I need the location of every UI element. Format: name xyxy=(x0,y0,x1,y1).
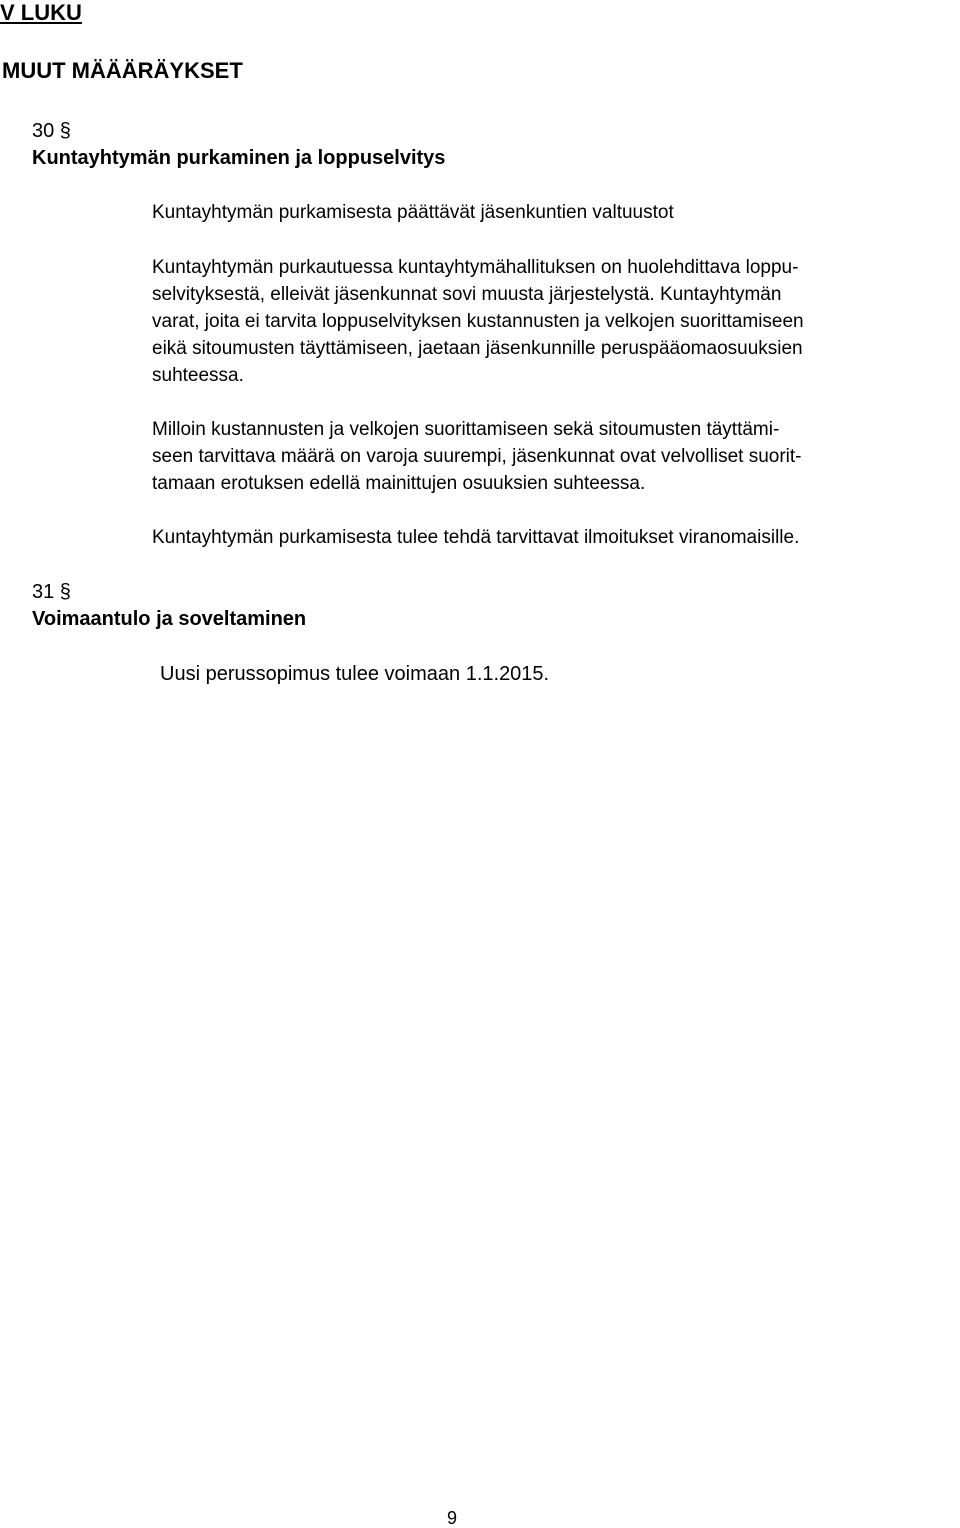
paragraph-line: Kuntayhtymän purkautuessa kuntayhtymähallituksen on huolehdittava loppu- xyxy=(152,257,799,278)
chapter-subtitle: MUUT MÄÄÄRÄYKSET xyxy=(2,58,243,83)
paragraph-line: seen tarvittava määrä on varoja suurempi, jäsenkunnat ovat velvolliset suorit- xyxy=(152,446,802,467)
section-30-number: 30 § xyxy=(32,120,71,142)
paragraph-line: tamaan erotuksen edellä mainittujen osuuksien suhteessa. xyxy=(152,473,646,494)
chapter-title: V LUKU xyxy=(0,0,82,25)
page-number: 9 xyxy=(447,1508,458,1528)
paragraph-line: Uusi perussopimus tulee voimaan 1.1.2015. xyxy=(160,663,550,685)
paragraph-line: Milloin kustannusten ja velkojen suorittamiseen sekä sitoumusten täyttämi- xyxy=(152,419,780,440)
section-30-heading: Kuntayhtymän purkaminen ja loppuselvitys xyxy=(32,147,446,169)
paragraph-line: Kuntayhtymän purkamisesta tulee tehdä tarvittavat ilmoitukset viranomaisille. xyxy=(152,527,800,548)
paragraph-line: selvityksestä, elleivät jäsenkunnat sovi muusta järjestelystä. Kuntayhtymän xyxy=(152,284,782,305)
paragraph-line: Kuntayhtymän purkamisesta päättävät jäsenkuntien valtuustot xyxy=(152,202,674,223)
paragraph-line: eikä sitoumusten täyttämiseen, jaetaan jäsenkunnille peruspääomaosuuksien xyxy=(152,338,803,359)
paragraph-line: suhteessa. xyxy=(152,365,244,386)
section-31-number: 31 § xyxy=(32,581,71,603)
paragraph-line: varat, joita ei tarvita loppuselvityksen kustannusten ja velkojen suorittamiseen xyxy=(152,311,804,332)
section-31-heading: Voimaantulo ja soveltaminen xyxy=(32,608,307,630)
